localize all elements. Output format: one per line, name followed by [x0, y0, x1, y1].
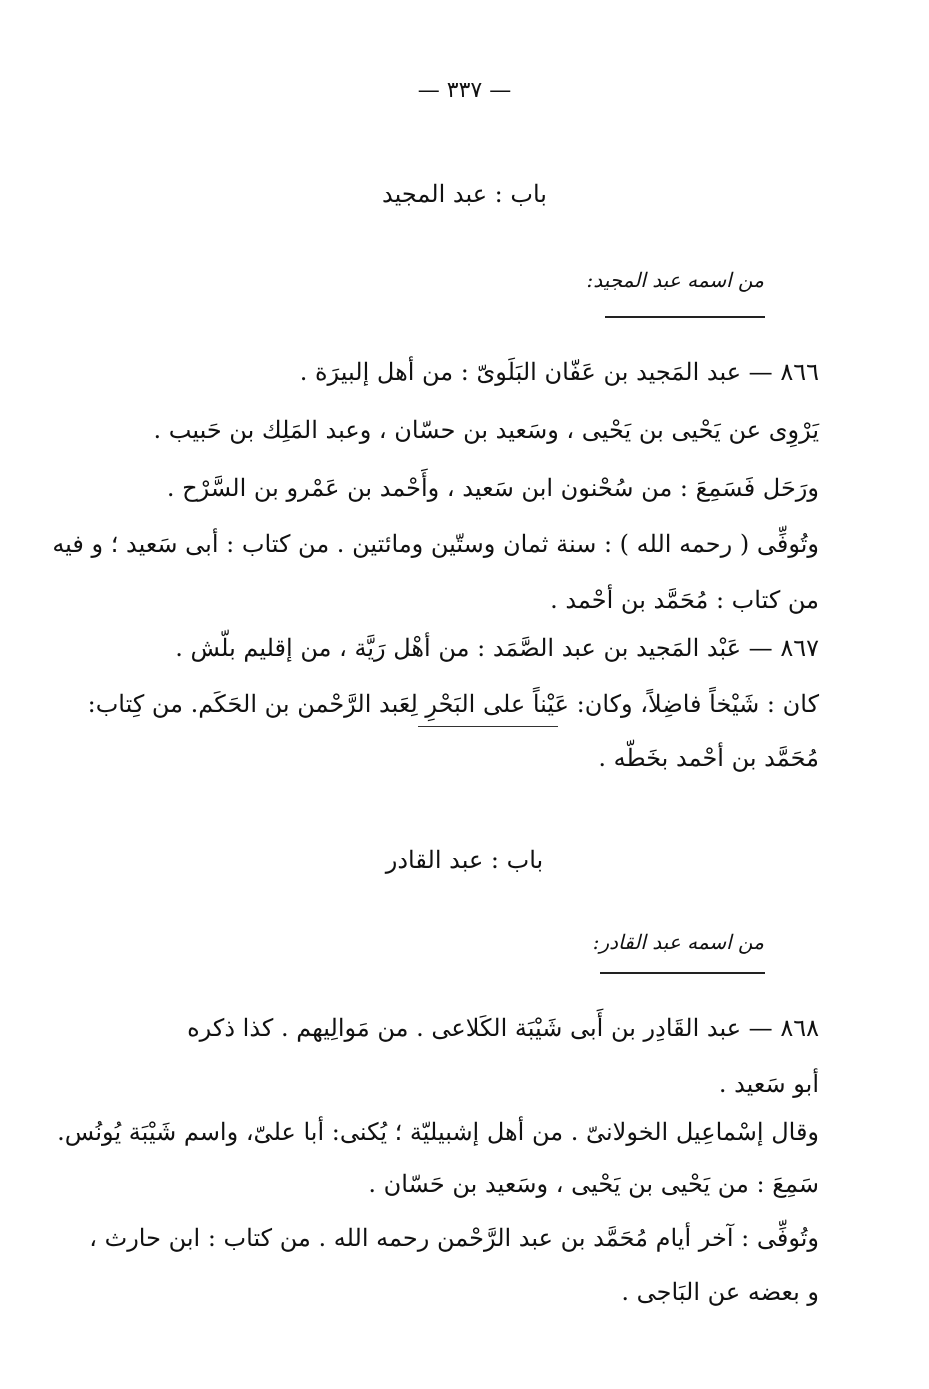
entry-866-line-1 [300, 352, 819, 392]
entry-text: — عَبْد المَجيد بن عبد الصَّمَد : من أهْل رَيَّة ، من إقليم بلّش . [175, 634, 773, 662]
entry-867-line-1 [175, 628, 819, 668]
chapter-title-abd-al-qadir: باب : عبد القادر [385, 846, 544, 874]
subheading-underline [600, 972, 765, 974]
entry-866-line-5: من كتاب : مُحَمَّد بن أحْمد . [550, 586, 819, 614]
entry-text: — عبد المَجيد بن عَفّان البَلَوىّ : من أهل إلبيرَة . [299, 358, 773, 386]
entry-number: ٨٦٧ [780, 634, 819, 662]
entry-868-line-4: سَمِعَ : من يَحْيى بن يَحْيى ، وسَعيد بن حَسّان . [368, 1170, 819, 1198]
handwritten-underline [418, 726, 558, 727]
entry-868-line-5: وتُوفِّى : آخر أيام مُحَمَّد بن عبد الرَّحْمن رحمه الله . من كتاب : ابن حارث ، [89, 1224, 819, 1252]
subheading-abd-al-majid: من اسمه عبد المجيد: [586, 268, 764, 292]
entry-text: — عبد القَادِر بن أَبى شَيْبَة الكَلاعى . من مَوالِيهم . كذا ذكره [187, 1014, 773, 1042]
entry-number: ٨٦٦ [780, 358, 819, 386]
entry-868-line-1 [187, 1008, 819, 1048]
entry-867-line-2: كان : شَيْخاً فاضِلاً، وكان: عَيْناً على البَحْرِ لِعَبد الرَّحْمن بن الحَكَم. من كِتاب: [87, 690, 819, 718]
entry-number: ٨٦٨ [780, 1014, 819, 1042]
entry-868-line-3: وقال إسْماعِيل الخولانىّ . من أهل إشبيليّة ؛ يُكنى: أبا علىّ، واسم شَيْبَة يُونُس. [57, 1118, 819, 1146]
subheading-abd-al-qadir: من اسمه عبد القادر: [592, 930, 764, 954]
entry-868-line-6: و بعضه عن البَاجى . [621, 1278, 819, 1306]
entry-866-line-2: يَرْوِى عن يَحْيى بن يَحْيى ، وسَعيد بن حسّان ، وعبد المَلِك بن حَبيب . [153, 416, 819, 444]
chapter-title-abd-al-majid: باب : عبد المجيد [382, 180, 547, 208]
entry-867-line-3: مُحَمَّد بن أحْمد بخَطّه . [598, 744, 819, 772]
entry-866-line-3: ورَحَل فَسَمِعَ : من سُحْنون ابن سَعيد ، وأَحْمد بن عَمْرو بن السَّرْح . [166, 474, 819, 502]
page-number: — ٣٣٧ — [417, 78, 512, 103]
entry-868-line-2: أبو سَعيد . [718, 1070, 819, 1098]
entry-866-line-4: وتُوفِّى ( رحمه الله ) : سنة ثمان وستّين ومائتين . من كتاب : أبى سَعيد ؛ و فيه [52, 530, 819, 558]
subheading-underline [605, 316, 765, 318]
